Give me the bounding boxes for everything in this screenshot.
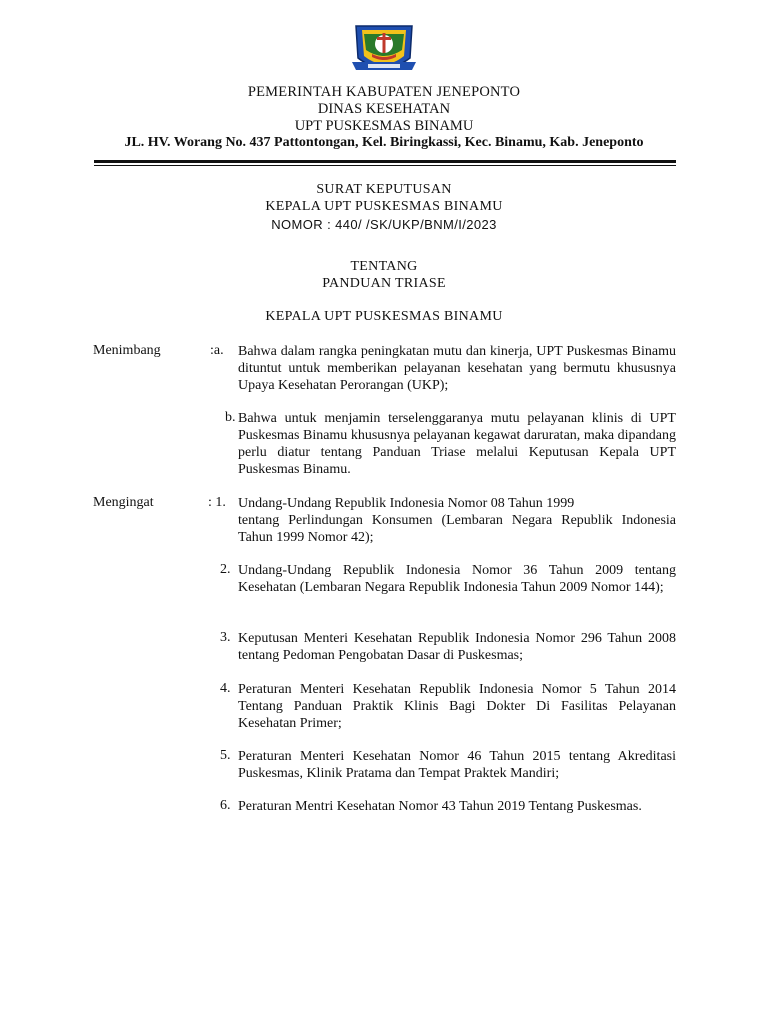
authority-heading: KEPALA UPT PUSKESMAS BINAMU (265, 309, 503, 324)
letterhead-department: DINAS KESEHATAN (317, 101, 451, 117)
document-issuer-title: KEPALA UPT PUSKESMAS BINAMU (265, 199, 503, 214)
letterhead-thick-divider (94, 160, 676, 163)
menimbang-marker-a: :a. (210, 343, 224, 358)
mengingat-item-4: Peraturan Menteri Kesehatan Republik Indonesia Nomor 5 Tahun 2014 Tentang Panduan Praktik Klinis Bagi Dokter Di Fasilitas Pelayanan Kesehatan Primer; (238, 682, 676, 731)
letterhead-government: PEMERINTAH KABUPATEN JENEPONTO (247, 84, 521, 100)
document-type-title: SURAT KEPUTUSAN (316, 182, 452, 197)
mengingat-item-1: tentang Perlindungan Konsumen (Lembaran Negara Republik Indonesia Tahun 1999 Nomor 42); (238, 513, 676, 545)
mengingat-marker-6: 6. (220, 798, 231, 813)
menimbang-item-a: Bahwa dalam rangka peningkatan mutu dan kinerja, UPT Puskesmas Binamu dituntut untuk memberikan pelayanan kesehatan yang bermutu khususnya Upaya Kesehatan Perorangan (UKP); (238, 344, 676, 393)
subject-heading: PANDUAN TRIASE (322, 276, 446, 291)
letterhead-address: JL. HV. Worang No. 437 Pattontongan, Kel. Biringkassi, Kec. Binamu, Kab. Jeneponto (124, 135, 644, 150)
letterhead-institution: UPT PUSKESMAS BINAMU (294, 118, 474, 134)
mengingat-label: Mengingat (93, 495, 154, 510)
mengingat-item-6: Peraturan Mentri Kesehatan Nomor 43 Tahun 2019 Tentang Puskesmas. (238, 799, 642, 814)
mengingat-item-3: Keputusan Menteri Kesehatan Republik Indonesia Nomor 296 Tahun 2008 tentang Pedoman Pengobatan Dasar di Puskesmas; (238, 631, 676, 663)
mengingat-item-2: Undang-Undang Republik Indonesia Nomor 36 Tahun 2009 tentang Kesehatan (Lembaran Negara Republik Indonesia Tahun 2009 Nomor 144); (238, 563, 676, 595)
about-heading: TENTANG (350, 259, 418, 274)
mengingat-marker-2: 2. (220, 562, 231, 577)
menimbang-marker-b: b. (225, 410, 236, 425)
mengingat-marker-3: 3. (220, 630, 231, 645)
menimbang-item-b: Bahwa untuk menjamin terselenggaranya mutu pelayanan klinis di UPT Puskesmas Binamu khususnya pelayanan kegawat daruratan, maka dipandang perlu diatur tentang Panduan Triase melalui Keputusan Kepala UPT Puskesmas Binamu. (238, 411, 676, 477)
mengingat-marker-5: 5. (220, 748, 231, 763)
mengingat-item-1-first-line: Undang-Undang Republik Indonesia Nomor 08 Tahun 1999 (238, 496, 575, 511)
regency-emblem-logo (346, 20, 422, 80)
mengingat-marker-1: : 1. (208, 495, 226, 510)
letterhead-thin-divider (94, 165, 676, 166)
mengingat-item-5: Peraturan Menteri Kesehatan Nomor 46 Tahun 2015 tentang Akreditasi Puskesmas, Klinik Pratama dan Tempat Praktek Mandiri; (238, 749, 676, 781)
mengingat-marker-4: 4. (220, 681, 231, 696)
document-number: NOMOR : 440/ /SK/UKP/BNM/I/2023 (271, 217, 497, 232)
menimbang-label: Menimbang (93, 343, 161, 358)
